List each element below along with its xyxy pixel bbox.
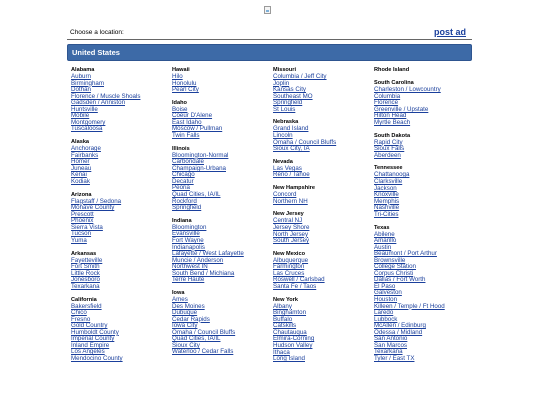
city-link[interactable]: Juneau xyxy=(71,164,92,172)
state-heading: New York xyxy=(273,296,298,303)
city-link[interactable]: Laredo xyxy=(374,309,394,317)
state-section xyxy=(374,164,470,218)
state-section xyxy=(374,132,470,160)
city-link[interactable]: Mohave County xyxy=(71,204,115,212)
city-link[interactable]: Southeast MO xyxy=(273,92,313,100)
city-link[interactable]: Evansville xyxy=(172,230,200,238)
city-link[interactable]: Odessa / Midland xyxy=(374,328,423,336)
state-heading: Idaho xyxy=(172,99,187,106)
city-link[interactable]: Omaha / Council Bluffs xyxy=(273,138,337,146)
city-link[interactable]: Homer xyxy=(71,158,90,166)
city-link[interactable]: Bloomington-Normal xyxy=(172,151,229,159)
city-link[interactable]: Little Rock xyxy=(71,269,100,277)
city-link[interactable]: Florence / Muscle Shoals xyxy=(71,92,141,100)
city-link[interactable]: Central NJ xyxy=(273,217,303,225)
city-link[interactable]: Long Island xyxy=(273,355,305,363)
city-link[interactable]: Muncie / Anderson xyxy=(172,256,224,264)
state-heading: Rhode Island xyxy=(374,67,410,73)
city-link[interactable]: San Marcos xyxy=(374,341,408,349)
post-ad-link[interactable]: post ad xyxy=(433,27,466,37)
state-heading: Illinois xyxy=(172,145,190,152)
city-link[interactable]: Sierra Vista xyxy=(71,223,103,231)
city-link[interactable]: Texarkana xyxy=(71,282,100,290)
city-link[interactable]: Bakersfield xyxy=(71,302,102,310)
choose-location-label: Choose a location: xyxy=(70,29,124,36)
city-link[interactable]: Ames xyxy=(172,295,188,303)
state-heading: Nevada xyxy=(273,158,293,165)
state-section xyxy=(172,66,268,94)
state-heading: Nebraska xyxy=(273,119,299,126)
city-link[interactable]: Albuquerque xyxy=(273,256,309,264)
city-link[interactable]: Humboldt County xyxy=(71,328,119,336)
city-link[interactable]: Rockford xyxy=(172,197,197,205)
city-link[interactable]: Kenai xyxy=(71,171,87,179)
state-section xyxy=(374,224,470,363)
city-link[interactable]: Tuscaloosa xyxy=(71,125,103,133)
city-link[interactable]: Dothan xyxy=(71,86,91,94)
city-link[interactable]: Clarksville xyxy=(374,178,403,186)
city-link[interactable]: Omaha / Council Bluffs xyxy=(172,328,236,336)
state-heading: Iowa xyxy=(172,289,185,296)
city-link[interactable]: Flagstaff / Sedona xyxy=(71,197,122,205)
state-section xyxy=(172,99,268,140)
city-link[interactable]: Buffalo xyxy=(273,315,293,323)
city-link[interactable]: Bloomington xyxy=(172,223,207,231)
city-link[interactable]: Tucson xyxy=(71,230,92,238)
city-link[interactable]: Fresno xyxy=(71,315,91,323)
city-link[interactable]: Chico xyxy=(71,309,87,317)
state-heading: California xyxy=(71,296,97,303)
state-section xyxy=(172,217,268,284)
city-link[interactable]: Roswell / Carlsbad xyxy=(273,276,325,284)
city-link[interactable]: Charleston / Lowcountry xyxy=(374,86,441,94)
state-section xyxy=(71,138,167,185)
city-link[interactable]: South Bend / Michiana xyxy=(172,269,235,277)
city-link[interactable]: Nashville xyxy=(374,204,400,212)
city-link[interactable]: Tri-Cities xyxy=(374,210,399,218)
city-link[interactable]: Imperial County xyxy=(71,335,115,343)
city-link[interactable]: Twin Falls xyxy=(172,132,200,140)
state-heading: New Hampshire xyxy=(273,185,315,192)
city-link[interactable]: Hilton Head xyxy=(374,112,407,120)
city-link[interactable]: Terre Haute xyxy=(172,276,205,284)
country-banner xyxy=(67,44,472,61)
city-link[interactable]: Gold Country xyxy=(71,322,108,330)
city-link[interactable]: Kansas City xyxy=(273,86,307,94)
city-link[interactable]: Aberdeen xyxy=(374,151,401,159)
city-link[interactable]: Prescott xyxy=(71,210,94,218)
city-link[interactable]: Grand Island xyxy=(273,125,309,133)
city-link[interactable]: Mendocino County xyxy=(71,354,123,362)
city-link[interactable]: Dubuque xyxy=(172,309,198,317)
city-link[interactable]: Gadsden / Anniston xyxy=(71,99,126,107)
city-link[interactable]: Reno / Tahoe xyxy=(273,171,310,179)
city-link[interactable]: Los Angeles xyxy=(71,348,105,356)
city-link[interactable]: Northwest IN xyxy=(172,263,208,271)
state-column-2 xyxy=(172,66,268,361)
city-link[interactable]: El Paso xyxy=(374,282,396,290)
state-heading: New Mexico xyxy=(273,250,306,257)
city-link[interactable]: Huntsville xyxy=(71,105,98,113)
city-link[interactable]: Inland Empire xyxy=(71,341,110,349)
city-link[interactable]: Chautauqua xyxy=(273,328,307,336)
state-section xyxy=(172,145,268,212)
city-link[interactable]: Iowa City xyxy=(172,322,198,330)
state-section xyxy=(71,66,167,133)
city-link[interactable]: Austin xyxy=(374,243,392,251)
state-heading: Arkansas xyxy=(71,250,97,257)
state-column-3 xyxy=(273,66,369,368)
city-link[interactable]: Las Vegas xyxy=(273,164,302,172)
state-section xyxy=(273,210,369,244)
city-link[interactable]: Auburn xyxy=(71,73,91,80)
city-link[interactable]: Knoxville xyxy=(374,191,399,199)
city-link[interactable]: Rapid City xyxy=(374,138,403,146)
city-link[interactable]: Birmingham xyxy=(71,79,105,87)
city-link[interactable]: Hilo xyxy=(172,73,183,80)
city-link[interactable]: Elmira-Corning xyxy=(273,335,315,343)
city-link[interactable]: Sioux City, IA xyxy=(273,145,310,153)
city-link[interactable]: Jersey Shore xyxy=(273,223,310,231)
city-link[interactable]: San Antonio xyxy=(374,335,408,343)
state-section xyxy=(71,250,167,291)
city-link[interactable]: Decatur xyxy=(172,177,194,185)
state-section xyxy=(273,184,369,205)
city-link[interactable]: Albany xyxy=(273,302,292,310)
city-link[interactable]: Las Cruces xyxy=(273,269,305,277)
header-divider xyxy=(67,39,472,40)
state-column-1 xyxy=(71,66,167,368)
city-link[interactable]: Brownsville xyxy=(374,256,406,264)
city-link[interactable]: Carbondale xyxy=(172,158,204,166)
state-section xyxy=(172,289,268,356)
city-link[interactable]: Springfield xyxy=(172,204,202,212)
city-link[interactable]: Killeen / Temple / Ft Hood xyxy=(374,302,445,310)
city-link[interactable]: Texarkana xyxy=(374,348,403,356)
city-link[interactable]: Beaumont / Port Arthur xyxy=(374,250,437,258)
city-link[interactable]: Lubbock xyxy=(374,315,398,323)
city-link[interactable]: Champaign-Urbana xyxy=(172,164,226,172)
city-link[interactable]: Des Moines xyxy=(172,302,205,310)
state-section xyxy=(71,191,167,245)
city-link[interactable]: McAllen / Edinburg xyxy=(374,322,426,330)
state-heading: New Jersey xyxy=(273,211,304,218)
city-link[interactable]: Joplin xyxy=(273,79,290,87)
state-section xyxy=(273,66,369,113)
city-link[interactable]: Chicago xyxy=(172,171,195,179)
city-link[interactable]: Springfield xyxy=(273,99,303,107)
city-link[interactable]: Jackson xyxy=(374,184,397,192)
city-link[interactable]: Quad Cities, IA/IL xyxy=(172,335,221,343)
city-link[interactable]: Concord xyxy=(273,191,297,199)
city-link[interactable]: Pearl City xyxy=(172,86,199,94)
city-link[interactable]: Tyler / East TX xyxy=(374,354,415,362)
city-link[interactable]: Mobile xyxy=(71,112,90,120)
city-link[interactable]: Amarillo xyxy=(374,237,397,245)
state-heading: Indiana xyxy=(172,217,192,224)
city-link[interactable]: Farmington xyxy=(273,263,305,271)
city-link[interactable]: Corpus Christi xyxy=(374,269,414,277)
state-heading: Texas xyxy=(374,224,390,231)
state-heading: Tennessee xyxy=(374,165,403,172)
city-link[interactable]: Lafayette / West Lafayette xyxy=(172,250,244,258)
city-link[interactable]: Hudson Valley xyxy=(273,341,313,349)
city-link[interactable]: Anchorage xyxy=(71,145,101,153)
city-link[interactable]: Dallas / Fort Worth xyxy=(374,276,426,284)
state-heading: Arizona xyxy=(71,191,92,198)
city-link[interactable]: Houston xyxy=(374,295,398,303)
city-link[interactable]: Columbia / Jeff City xyxy=(273,73,327,80)
city-link[interactable]: Yuma xyxy=(71,236,87,244)
city-link[interactable]: North Jersey xyxy=(273,230,309,238)
city-link[interactable]: Columbia xyxy=(374,92,401,100)
city-link[interactable]: Ithaca xyxy=(273,348,290,356)
state-section xyxy=(273,296,369,363)
city-link[interactable]: Coeur D'Alene xyxy=(172,112,213,120)
city-link[interactable]: Lincoln xyxy=(273,132,293,140)
city-link[interactable]: St Louis xyxy=(273,105,296,113)
city-link[interactable]: Fairbanks xyxy=(71,151,99,159)
country-title: United States xyxy=(72,48,120,57)
city-link[interactable]: Boise xyxy=(172,105,188,113)
city-link[interactable]: Sioux City xyxy=(172,341,200,349)
city-link[interactable]: Northern NH xyxy=(273,197,308,205)
city-link[interactable]: Kodiak xyxy=(71,177,90,185)
city-link[interactable]: Greenville / Upstate xyxy=(374,105,429,113)
city-link[interactable]: East Idaho xyxy=(172,118,202,126)
city-link[interactable]: Phoenix xyxy=(71,217,94,225)
state-section xyxy=(273,118,369,152)
city-link[interactable]: Myrtle Beach xyxy=(374,118,411,126)
city-link[interactable]: Memphis xyxy=(374,197,400,205)
state-heading: Hawaii xyxy=(172,67,190,73)
state-section xyxy=(273,158,369,179)
city-link[interactable]: Sioux Falls xyxy=(374,145,405,153)
state-section xyxy=(71,296,167,363)
city-link[interactable]: College Station xyxy=(374,263,416,271)
city-link[interactable]: Honolulu xyxy=(172,79,197,87)
state-heading: Alabama xyxy=(71,67,95,73)
state-heading: South Carolina xyxy=(374,80,414,87)
city-link[interactable]: Catskills xyxy=(273,322,297,330)
city-link[interactable]: Fayetteville xyxy=(71,256,103,264)
state-section xyxy=(374,79,470,126)
city-link[interactable]: Abilene xyxy=(374,230,395,238)
city-link[interactable]: Indianapolis xyxy=(172,243,206,251)
broken-image-icon xyxy=(264,6,272,15)
city-link[interactable]: Jonesboro xyxy=(71,276,100,284)
city-link[interactable]: Chattanooga xyxy=(374,171,410,179)
state-section xyxy=(374,66,470,74)
city-link[interactable]: Santa Fe / Taos xyxy=(273,282,317,290)
city-link[interactable]: Montgomery xyxy=(71,118,106,126)
city-link[interactable]: Galveston xyxy=(374,289,402,297)
state-heading: Alaska xyxy=(71,139,90,146)
city-link[interactable]: Cedar Rapids xyxy=(172,315,210,323)
state-section xyxy=(273,250,369,291)
city-link[interactable]: Peoria xyxy=(172,184,190,192)
city-link[interactable]: Moscow / Pullman xyxy=(172,125,223,133)
city-link[interactable]: South Jersey xyxy=(273,237,310,245)
city-link[interactable]: Binghamton xyxy=(273,309,307,317)
state-column-4 xyxy=(374,66,470,368)
city-link[interactable]: Fort Smith xyxy=(71,263,100,271)
city-link[interactable]: Fort Wayne xyxy=(172,236,204,244)
state-heading: South Dakota xyxy=(374,132,411,139)
state-heading: Missouri xyxy=(273,67,297,73)
city-link[interactable]: Quad Cities, IA/IL xyxy=(172,191,221,199)
city-link[interactable]: Waterloo / Cedar Falls xyxy=(172,348,234,356)
city-link[interactable]: Florence xyxy=(374,99,399,107)
